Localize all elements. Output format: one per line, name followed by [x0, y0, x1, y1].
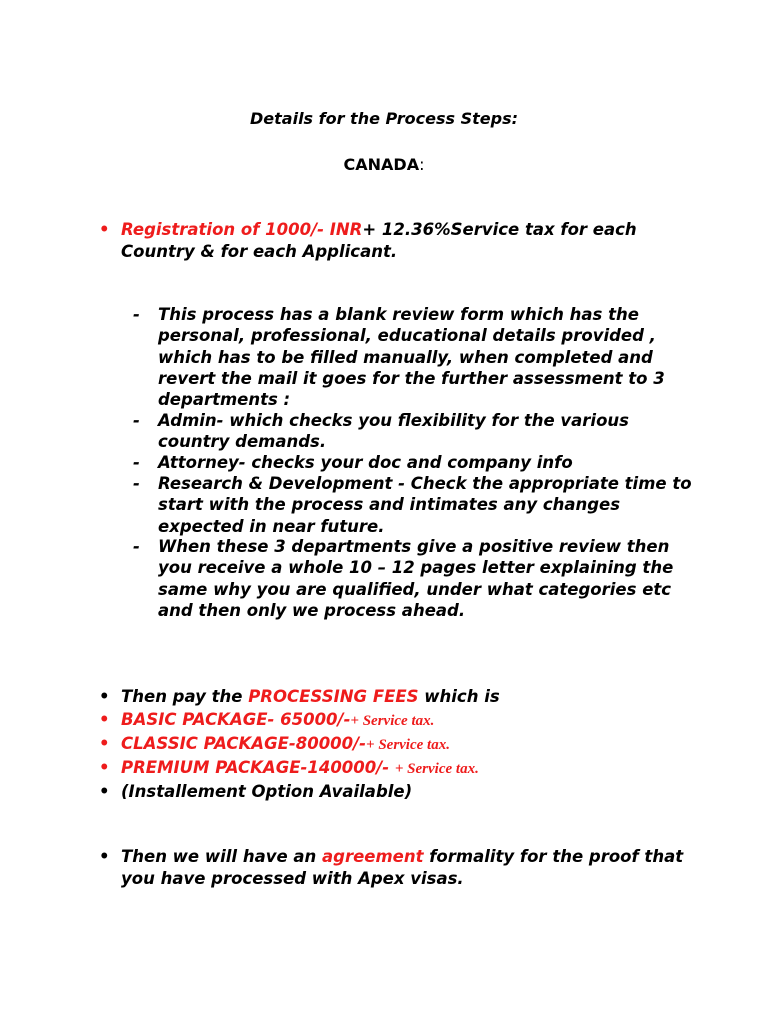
bullet-marker: •	[99, 710, 110, 729]
bullet-marker: •	[99, 687, 110, 706]
country-heading	[0, 155, 768, 175]
process-item-text: Attorney- checks your doc and company info	[158, 453, 573, 472]
basic-package-item	[99, 709, 699, 733]
package-tax: + Service tax.	[350, 713, 435, 729]
process-item-text: Admin- which checks you flexibility for the various country demands.	[158, 411, 629, 452]
process-item-text: Research & Development - Check the appropriate time to start with the process and intimates any changes expected in near future.	[158, 474, 692, 536]
process-item-text: When these 3 departments give a positive review then you receive a whole 10 – 12 pages letter explaining the same why you are qualified, under what categories etc and then only we process ahead.	[158, 537, 674, 620]
agreement-keyword: agreement	[322, 847, 424, 866]
agreement-before: Then we will have an	[121, 847, 323, 866]
registration-tax-note: + 12.36%Service tax for each Country & for each Applicant.	[121, 220, 637, 261]
registration-fee: Registration of 1000/- INR	[121, 220, 363, 239]
processing-fees-label: PROCESSING FEES	[248, 687, 419, 706]
agreement-after: formality for the proof that you have processed with Apex visas.	[121, 847, 684, 888]
process-item-text: This process has a blank review form which has the personal, professional, educational details provided , which has to be filled manually, when completed and revert the mail it goes for the further assessment to 3 departments :	[158, 305, 665, 410]
bullet-marker: •	[99, 220, 110, 239]
process-item-admin	[133, 410, 693, 453]
agreement-item	[99, 846, 699, 889]
registration-text	[121, 219, 699, 262]
processing-fees-text	[121, 686, 699, 708]
dash-marker: -	[133, 411, 140, 430]
bullet-marker: •	[99, 734, 110, 753]
fees-intro-after: which is	[418, 687, 500, 706]
country-name: CANADA	[343, 155, 420, 174]
agreement-text	[121, 846, 699, 889]
process-item-positive-review	[133, 536, 693, 621]
premium-package-text	[121, 757, 699, 781]
package-tax: + Service tax.	[394, 761, 479, 777]
process-item-review-form	[133, 304, 693, 410]
package-label: PREMIUM PACKAGE-140000/-	[121, 758, 395, 777]
process-item-attorney	[133, 452, 693, 473]
registration-item	[99, 219, 699, 262]
fees-intro-before: Then pay the	[121, 687, 249, 706]
processing-fees-item	[99, 686, 699, 708]
premium-package-item	[99, 757, 699, 781]
installment-item	[99, 781, 699, 803]
page-title	[0, 109, 768, 129]
dash-marker: -	[133, 305, 140, 324]
dash-marker: -	[133, 537, 140, 556]
classic-package-text	[121, 733, 699, 757]
package-label: BASIC PACKAGE- 65000/-	[121, 710, 351, 729]
page-title-text: Details for the Process Steps:	[250, 109, 518, 128]
dash-marker: -	[133, 474, 140, 493]
dash-marker: -	[133, 453, 140, 472]
package-tax: + Service tax.	[366, 737, 450, 753]
basic-package-text	[121, 709, 699, 733]
process-item-research	[133, 473, 693, 537]
bullet-marker: •	[99, 782, 110, 801]
country-colon: :	[419, 155, 425, 174]
installment-text: (Installement Option Available)	[121, 782, 413, 801]
bullet-marker: •	[99, 847, 110, 866]
package-label: CLASSIC PACKAGE-80000/-	[121, 734, 367, 753]
classic-package-item	[99, 733, 699, 757]
bullet-marker: •	[99, 758, 110, 777]
